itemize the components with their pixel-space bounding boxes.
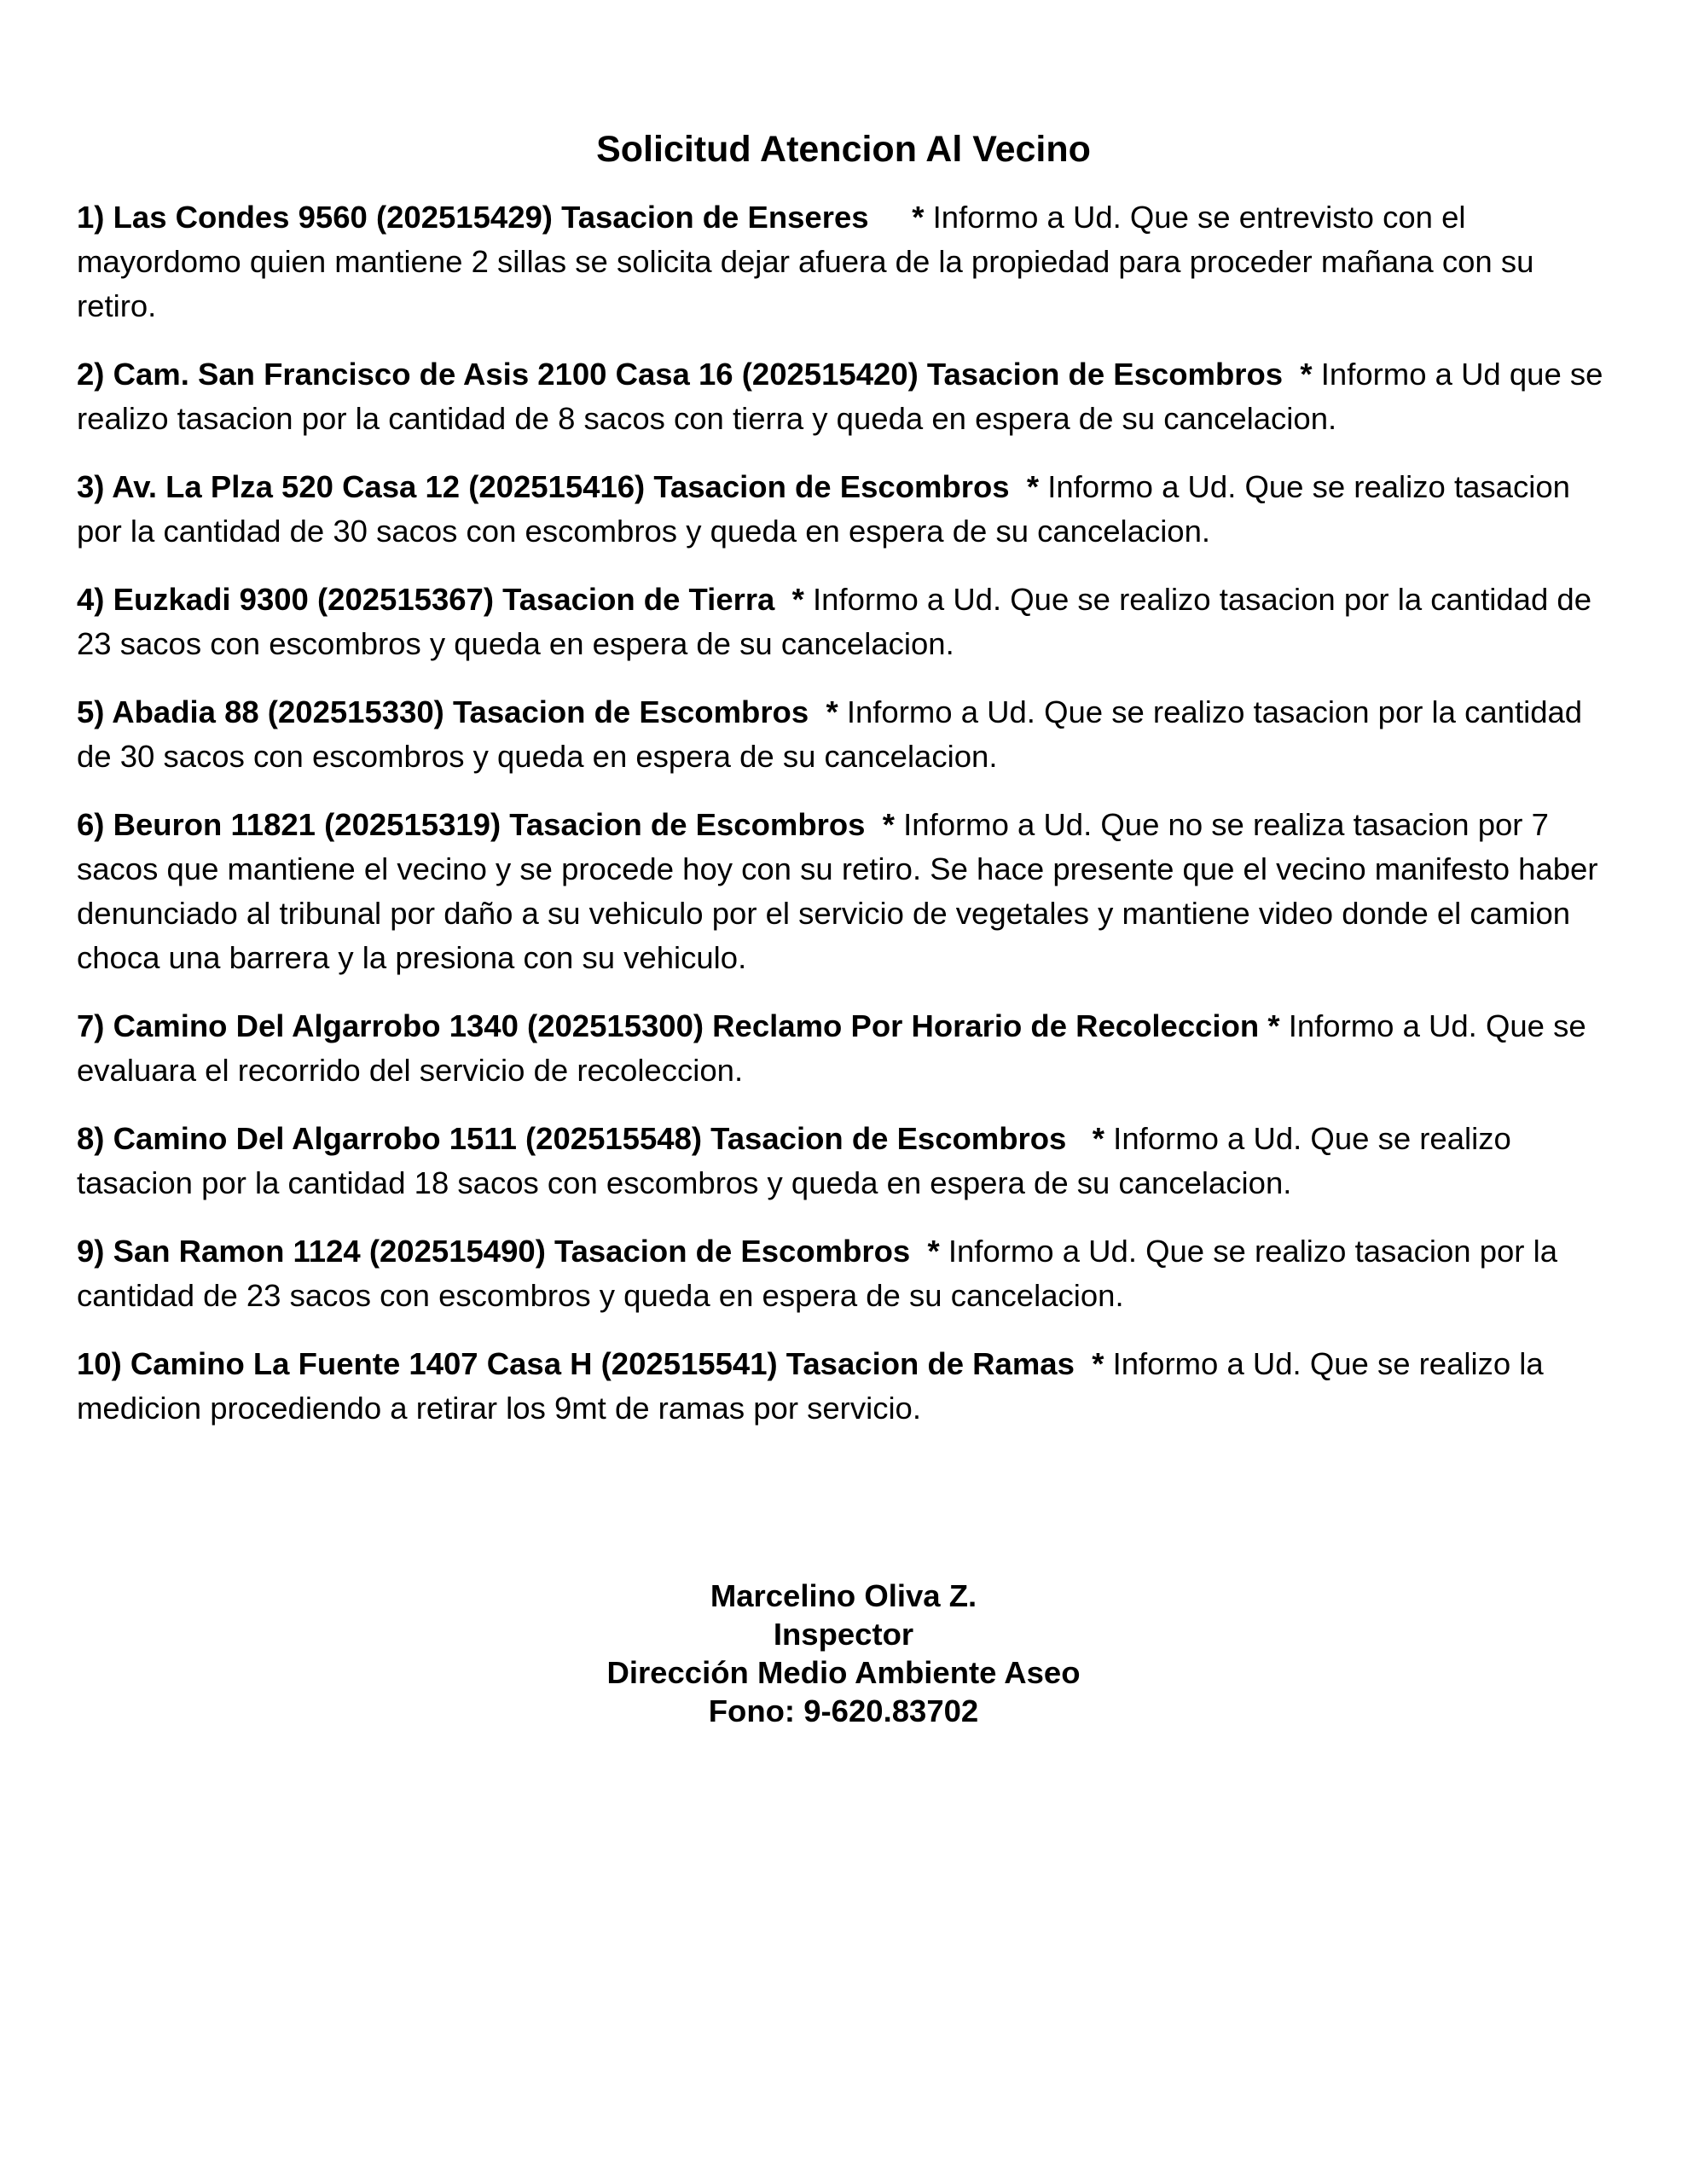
entry-text: Informo a Ud. Que no se realiza tasacion por 7 sacos que mantiene el vecino y se procede hoy con su retiro. Se hace presente que el vecino manifesto haber denunciado al tribunal por daño a su vehiculo por el servicio de vegetales y mantiene video donde el camion choca una barrera y la presiona con su vehiculo.: [77, 807, 1598, 975]
entry-heading: 9) San Ramon 1124 (202515490) Tasacion de Escombros: [77, 1234, 911, 1269]
list-item: [77, 352, 1620, 441]
signer-phone: Fono: 9-620.83702: [708, 1693, 979, 1728]
entry-heading: 4) Euzkadi 9300 (202515367) Tasacion de Tierra: [77, 582, 775, 617]
list-item: [77, 1342, 1620, 1431]
entry-marker: *: [927, 1234, 940, 1269]
entry-marker: *: [1300, 357, 1313, 392]
entry-marker: *: [826, 694, 838, 729]
list-item: [77, 1229, 1620, 1318]
list-item: [77, 195, 1620, 328]
entry-marker: *: [1267, 1008, 1280, 1043]
signer-department: Dirección Medio Ambiente Aseo: [606, 1655, 1081, 1690]
entry-heading: 2) Cam. San Francisco de Asis 2100 Casa 16 (202515420) Tasacion de Escombros: [77, 357, 1284, 392]
entry-heading: 1) Las Condes 9560 (202515429) Tasacion de Enseres: [77, 200, 869, 235]
entry-marker: *: [912, 200, 925, 235]
entry-heading: 8) Camino Del Algarrobo 1511 (202515548) Tasacion de Escombros: [77, 1121, 1067, 1156]
entry-text: Informo a Ud. Que se realizo tasacion por la cantidad de 30 sacos con escombros y queda en espera de su cancelacion.: [77, 694, 1583, 774]
entry-marker: *: [882, 807, 895, 842]
list-item: [77, 578, 1620, 666]
signature-block: [0, 1577, 1687, 1730]
list-item: [77, 1004, 1620, 1093]
entry-heading: 5) Abadia 88 (202515330) Tasacion de Escombros: [77, 694, 809, 729]
document-title: Solicitud Atencion Al Vecino: [596, 129, 1091, 170]
entry-heading: 3) Av. La Plza 520 Casa 12 (202515416) Tasacion de Escombros: [77, 469, 1010, 504]
entry-text: Informo a Ud. Que se realizo tasacion por la cantidad de 23 sacos con escombros y queda en espera de su cancelacion.: [77, 582, 1592, 661]
entry-list: [77, 195, 1620, 1455]
entry-marker: *: [1092, 1346, 1104, 1381]
entry-text: Informo a Ud. Que se realizo tasacion por la cantidad de 30 sacos con escombros y queda en espera de su cancelacion.: [77, 469, 1570, 549]
entry-marker: *: [1026, 469, 1040, 504]
entry-text: Informo a Ud que se realizo tasacion por la cantidad de 8 sacos con tierra y queda en espera de su cancelacion.: [77, 357, 1603, 436]
entry-text: Informo a Ud. Que se realizo tasacion por la cantidad de 23 sacos con escombros y queda en espera de su cancelacion.: [77, 1234, 1557, 1313]
list-item: [77, 803, 1620, 980]
signer-role: Inspector: [773, 1617, 914, 1652]
list-item: [77, 690, 1620, 779]
entry-marker: *: [791, 582, 804, 617]
list-item: [77, 1117, 1620, 1205]
entry-heading: 7) Camino Del Algarrobo 1340 (202515300) Reclamo Por Horario de Recoleccion: [77, 1008, 1260, 1043]
entry-heading: 10) Camino La Fuente 1407 Casa H (202515541) Tasacion de Ramas: [77, 1346, 1075, 1381]
entry-heading: 6) Beuron 11821 (202515319) Tasacion de Escombros: [77, 807, 866, 842]
list-item: [77, 465, 1620, 554]
entry-text: Informo a Ud. Que se entrevisto con el mayordomo quien mantiene 2 sillas se solicita dejar afuera de la propiedad para proceder mañana con su retiro.: [77, 200, 1534, 323]
entry-text: Informo a Ud. Que se realizo tasacion por la cantidad 18 sacos con escombros y queda en espera de su cancelacion.: [77, 1121, 1511, 1200]
entry-marker: *: [1092, 1121, 1105, 1156]
entry-text: Informo a Ud. Que se realizo la medicion procediendo a retirar los 9mt de ramas por servicio.: [77, 1346, 1544, 1426]
signer-name: Marcelino Oliva Z.: [710, 1578, 977, 1613]
entry-text: Informo a Ud. Que se evaluara el recorrido del servicio de recoleccion.: [77, 1008, 1586, 1088]
